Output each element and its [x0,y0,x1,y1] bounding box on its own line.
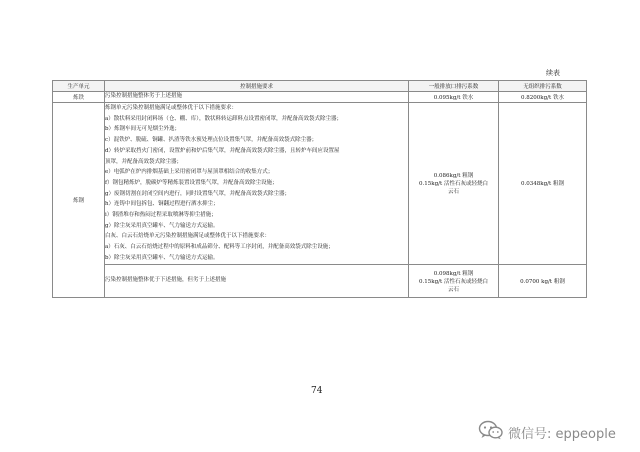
page-number: 74 [311,386,323,396]
table-row-steel-2 [53,264,587,297]
unit-steel: 炼钢 [53,103,105,298]
watermark-text: 微信号: eppeople [508,426,616,442]
requirement-line: e）电弧炉在炉内排烟基础上采用密闭罩与屋顶罩相结合的收集方式； [105,169,274,176]
table-row-steel [53,103,587,265]
header-unit: 生产单元 [53,81,105,92]
requirement-line: c）混铁炉、脱硫、铜罐、扒渣等铁水预处理点位设置集气罩，并配备高效袋式除尘器； [105,137,318,144]
general-coefficient-steel [409,103,499,265]
general-coefficient-line: 0.098kg/t 粗钢 [433,270,474,277]
requirement-line: f）钢包精炼炉，脱碳炉等精炼装置设置集气罩，并配备高效除尘设施； [105,179,278,186]
table-row-iron [53,92,587,103]
requirement-line: g）除尘灰采用真空罐车、气力输送方式运输。 [105,222,219,229]
watermark [478,420,616,444]
fugitive-coefficient-steel-2: 0.0700 kg/t 粗钢 [499,264,587,297]
requirement-line: b）炼钢车间无可见烟尘外逸； [105,126,181,133]
requirement-line: d）转炉采取挡火门密闭，设置炉前和炉后集气罩，并配备高效袋式除尘器，且转炉车间应设置屋 [105,147,340,154]
table-header-row [53,81,587,92]
requirement-line: a）石灰、白云石焙烧过程中的原料和成品筛分、配料等工序封闭，并配备高效袋式除尘设施； [105,244,334,251]
header-general-coefficient: 一般排放口排污系数 [409,81,499,92]
requirement-line: b）除尘灰采用真空罐车、气力输送方式运输。 [105,254,219,261]
wechat-icon [478,420,508,444]
unit-iron: 炼铁 [53,92,105,103]
requirement-line: h）连铸中间包拆包、铜翻过程进行洒水抑尘； [105,201,219,208]
general-coefficient-line: 0.15kg/t 活性石灰或轻烧白 [419,278,488,285]
requirement-line: i）钢渣堆存和热闷过程采取喷淋等抑尘措施； [105,212,217,219]
requirement-line: g）废钢切割在封闭空间内进行，同时设置集气罩，并配备高效袋式除尘器； [105,190,291,197]
requirement-steel [105,103,409,265]
general-coefficient-line: 0.086kg/t 粗钢 [433,173,474,180]
requirement-line: 白灰、白云石焙烧单元污染控制措施满足或整体优于以下措施要求： [105,233,271,240]
fugitive-coefficient-iron: 0.8200kg/t 铁水 [499,92,587,103]
requirement-steel-2: 污染控制措施整体优于下述措施，但劣于上述措施 [105,264,409,297]
header-requirement: 控制措施要求 [105,81,409,92]
requirement-line: 炼钢单元污染控制措施满足或整体优于以下措施要求： [105,105,238,111]
general-coefficient-line: 云石 [447,189,459,196]
general-coefficient-line: 0.15kg/t 活性石灰或轻烧白 [419,181,488,188]
continued-label: 续表 [546,69,560,77]
requirement-line: 顶罩，并配备高效袋式除尘器； [105,158,183,165]
general-coefficient-line: 云石 [447,286,459,293]
requirement-iron: 污染控制措施整体劣于上述措施 [105,92,409,103]
fugitive-coefficient-steel: 0.0348kg/t 粗钢 [499,103,587,265]
general-coefficient-steel-2 [409,264,499,297]
header-fugitive-coefficient: 无组织排污系数 [499,81,587,92]
emission-coefficient-table [52,80,587,298]
requirement-line: a）散状料采用封闭料场（仓、棚、库），散状料转运卸料点设置密闭罩，并配备高效袋式除尘器； [105,115,343,122]
general-coefficient-iron: 0.095kg/t 铁水 [409,92,499,103]
